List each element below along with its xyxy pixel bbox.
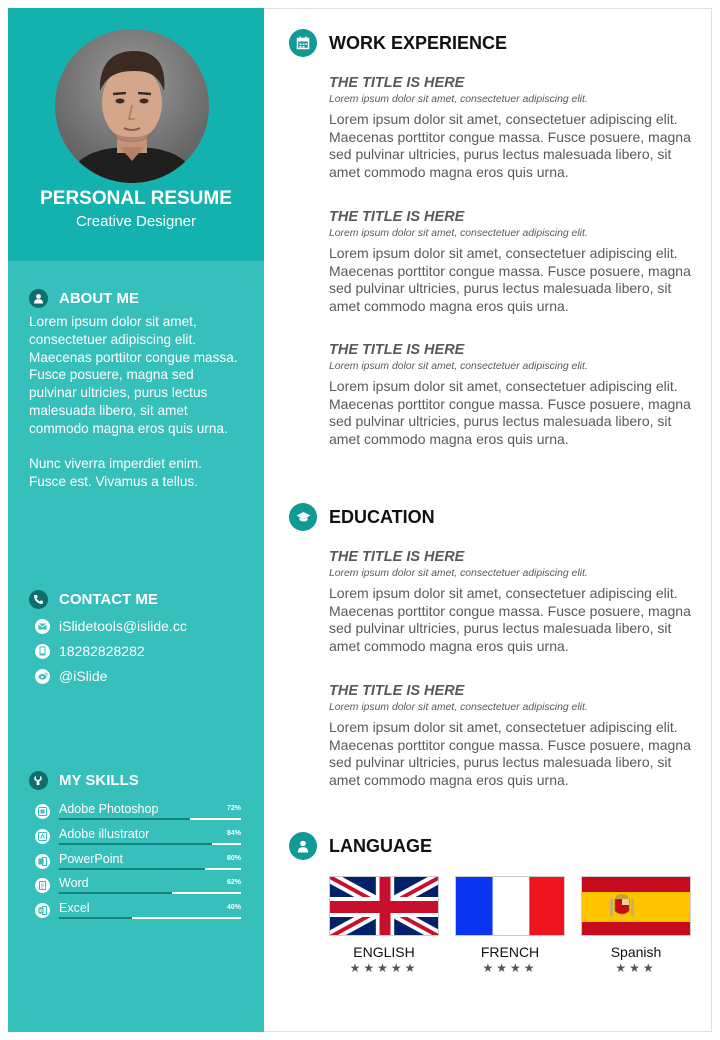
user-icon [29, 289, 48, 308]
language-item [455, 876, 565, 975]
illustrator-icon [35, 829, 50, 844]
language-stars: ★★★★ [482, 961, 538, 975]
contact-phone-text: 18282828282 [59, 643, 145, 659]
skill-row [35, 876, 241, 896]
education-heading [289, 503, 435, 531]
skill-bar-fill [59, 892, 172, 894]
person-icon [289, 832, 317, 860]
education-heading-label: EDUCATION [329, 506, 435, 527]
skill-bar-fill [59, 868, 205, 870]
language-name: ENGLISH [353, 944, 415, 960]
profile-role: Creative Designer [75, 213, 197, 230]
photoshop-icon [35, 804, 50, 819]
skill-bar-fill [59, 843, 212, 845]
skill-percent: 80% [226, 855, 241, 862]
entry-subtitle: Lorem ipsum dolor sit amet, consectetuer adipiscing elit. [329, 361, 588, 372]
entry-subtitle: Lorem ipsum dolor sit amet, consectetuer adipiscing elit. [329, 568, 588, 579]
skill-name: Adobe Photoshop [59, 802, 159, 816]
spain-flag [581, 876, 691, 936]
language-name: FRENCH [480, 944, 540, 960]
entry-title: THE TITLE IS HERE [329, 342, 465, 358]
sidebar [8, 8, 264, 1032]
education-entry [329, 549, 701, 655]
powerpoint-icon [35, 854, 50, 869]
france-flag [455, 876, 565, 936]
entry-body: Lorem ipsum dolor sit amet, consectetuer adipiscing elit. Maecenas porttitor congue massa. Fusce posuere, magna sed pulvinar ultricies, purus lectus malesuada libero, sit amet commodo magna eros quis urna. [329, 719, 691, 788]
contact-weibo-text: @iSlide [59, 668, 108, 684]
mail-icon [35, 619, 50, 634]
excel-icon [35, 903, 50, 918]
entry-subtitle: Lorem ipsum dolor sit amet, consectetuer adipiscing elit. [329, 94, 588, 105]
skill-percent: 62% [226, 879, 241, 886]
education-entry [329, 683, 701, 789]
contact-heading [29, 589, 158, 609]
work-entry [329, 75, 701, 181]
about-heading [29, 288, 139, 308]
calendar-icon [289, 29, 317, 57]
contact-weibo[interactable] [35, 666, 107, 686]
work-entry [329, 342, 701, 448]
entry-title: THE TITLE IS HERE [329, 209, 465, 225]
skill-bar-fill [59, 818, 190, 820]
language-stars: ★★★ [615, 961, 657, 975]
skill-bar [59, 818, 241, 820]
skill-bar [59, 868, 241, 870]
entry-body: Lorem ipsum dolor sit amet, consectetuer adipiscing elit. Maecenas porttitor congue massa. Fusce posuere, magna sed pulvinar ultricies, purus lectus malesuada libero, sit amet commodo magna eros quis urna. [329, 111, 691, 180]
phone-icon [29, 590, 48, 609]
uk-flag [329, 876, 439, 936]
contact-email[interactable] [35, 616, 187, 636]
entry-body: Lorem ipsum dolor sit amet, consectetuer adipiscing elit. Maecenas porttitor congue massa. Fusce posuere, magna sed pulvinar ultricies, purus lectus malesuada libero, sit amet commodo magna eros quis urna. [329, 245, 691, 314]
language-item [581, 876, 691, 975]
graduation-cap-icon [289, 503, 317, 531]
entry-subtitle: Lorem ipsum dolor sit amet, consectetuer adipiscing elit. [329, 228, 588, 239]
language-item [329, 876, 439, 975]
word-icon [35, 878, 50, 893]
profile-name: PERSONAL RESUME [40, 188, 232, 209]
skill-row [35, 827, 241, 847]
profile-header [8, 8, 264, 261]
mobile-icon [35, 644, 50, 659]
skill-row [35, 901, 241, 921]
skill-percent: 40% [226, 904, 241, 911]
language-stars: ★★★★★ [349, 961, 419, 975]
skill-name: Excel [59, 901, 90, 915]
skill-bar [59, 843, 241, 845]
wrench-icon [29, 771, 48, 790]
about-paragraph-2: Nunc viverra imperdiet enim. Fusce est. Vivamus a tellus. [29, 456, 203, 490]
about-heading-label: ABOUT ME [59, 289, 139, 307]
skill-bar [59, 917, 241, 919]
language-heading-label: LANGUAGE [329, 835, 432, 856]
entry-title: THE TITLE IS HERE [329, 75, 465, 91]
skill-bar-fill [59, 917, 132, 919]
entry-subtitle: Lorem ipsum dolor sit amet, consectetuer adipiscing elit. [329, 702, 588, 713]
work-heading-label: WORK EXPERIENCE [329, 32, 508, 53]
about-paragraph-1: Lorem ipsum dolor sit amet, consectetuer adipiscing elit. Maecenas porttitor congue massa. Fusce posuere, magna sed pulvinar ultricies, purus lectus malesuada libero, sit amet commodo magna eros quis urna. [29, 314, 238, 436]
contact-heading-label: CONTACT ME [59, 590, 158, 608]
skill-name: PowerPoint [59, 852, 123, 866]
skill-bar [59, 892, 241, 894]
skill-name: Word [59, 876, 89, 890]
contact-email-text: iSlidetools@islide.cc [59, 618, 187, 634]
profile-photo [55, 29, 209, 183]
contact-phone[interactable] [35, 641, 145, 661]
entry-title: THE TITLE IS HERE [329, 683, 465, 699]
skills-heading [29, 770, 139, 790]
work-heading [289, 29, 507, 57]
skill-percent: 72% [226, 805, 241, 812]
language-heading [289, 832, 432, 860]
entry-title: THE TITLE IS HERE [329, 549, 465, 565]
skill-row [35, 802, 241, 822]
skill-name: Adobe illustrator [59, 827, 150, 841]
skills-heading-label: MY SKILLS [59, 771, 139, 789]
skill-row [35, 852, 241, 872]
work-entry [329, 209, 701, 315]
about-text [29, 313, 241, 491]
entry-body: Lorem ipsum dolor sit amet, consectetuer adipiscing elit. Maecenas porttitor congue massa. Fusce posuere, magna sed pulvinar ultricies, purus lectus malesuada libero, sit amet commodo magna eros quis urna. [329, 378, 691, 447]
skill-percent: 84% [226, 830, 241, 837]
language-name: Spanish [610, 944, 662, 960]
entry-body: Lorem ipsum dolor sit amet, consectetuer adipiscing elit. Maecenas porttitor congue massa. Fusce posuere, magna sed pulvinar ultricies, purus lectus malesuada libero, sit amet commodo magna eros quis urna. [329, 585, 691, 654]
weibo-icon [35, 669, 50, 684]
